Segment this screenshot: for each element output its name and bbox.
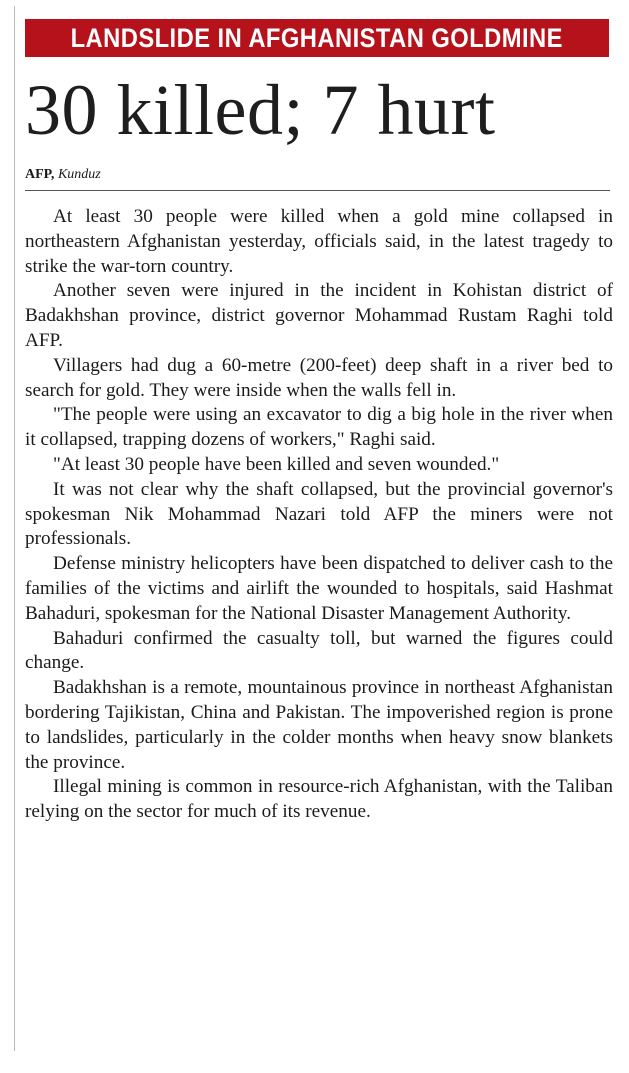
byline-location: Kunduz [57, 167, 101, 182]
paragraph-4: "The people were using an excavator to dig a big hole in the river when it collapsed, trapping dozens of workers," Raghi said. [25, 404, 613, 451]
byline-divider [25, 190, 610, 191]
paragraph-2: Another seven were injured in the incident in Kohistan district of Badakhshan province, district governor Mohammad Rustam Raghi told AFP. [25, 280, 613, 351]
kicker-banner [25, 19, 609, 57]
paragraph-3: Villagers had dug a 60-metre (200-feet) deep shaft in a river bed to search for gold. They were inside when the walls fell in. [25, 354, 613, 401]
kicker-text: LANDSLIDE IN AFGHANISTAN GOLDMINE [70, 22, 564, 53]
byline [25, 167, 101, 183]
paragraph-7: Defense ministry helicopters have been dispatched to deliver cash to the families of the victims and airlift the wounded to hospitals, said Hashmat Bahaduri, spokesman for the National Disaster Management Authority. [25, 553, 613, 624]
paragraph-10: Illegal mining is common in resource-rich Afghanistan, with the Taliban relying on the sector for much of its revenue. [25, 776, 613, 823]
paragraph-6: It was not clear why the shaft collapsed, but the provincial governor's spokesman Nik Mohammad Nazari told AFP the miners were not professionals. [25, 478, 613, 550]
headline: 30 killed; 7 hurt [25, 70, 496, 150]
paragraph-8: Bahaduri confirmed the casualty toll, but warned the figures could change. [25, 627, 613, 674]
byline-agency: AFP, [25, 167, 55, 182]
paragraph-9: Badakhshan is a remote, mountainous province in northeast Afghanistan bordering Tajikistan, China and Pakistan. The impoverished region is prone to landslides, particularly in the colder months when heavy snow blankets the province. [25, 677, 613, 773]
article-body [25, 205, 613, 825]
paragraph-1: At least 30 people were killed when a gold mine collapsed in northeastern Afghanistan yesterday, officials said, in the latest tragedy to strike the war-torn country. [25, 206, 613, 277]
paragraph-5: "At least 30 people have been killed and seven wounded." [53, 453, 500, 475]
